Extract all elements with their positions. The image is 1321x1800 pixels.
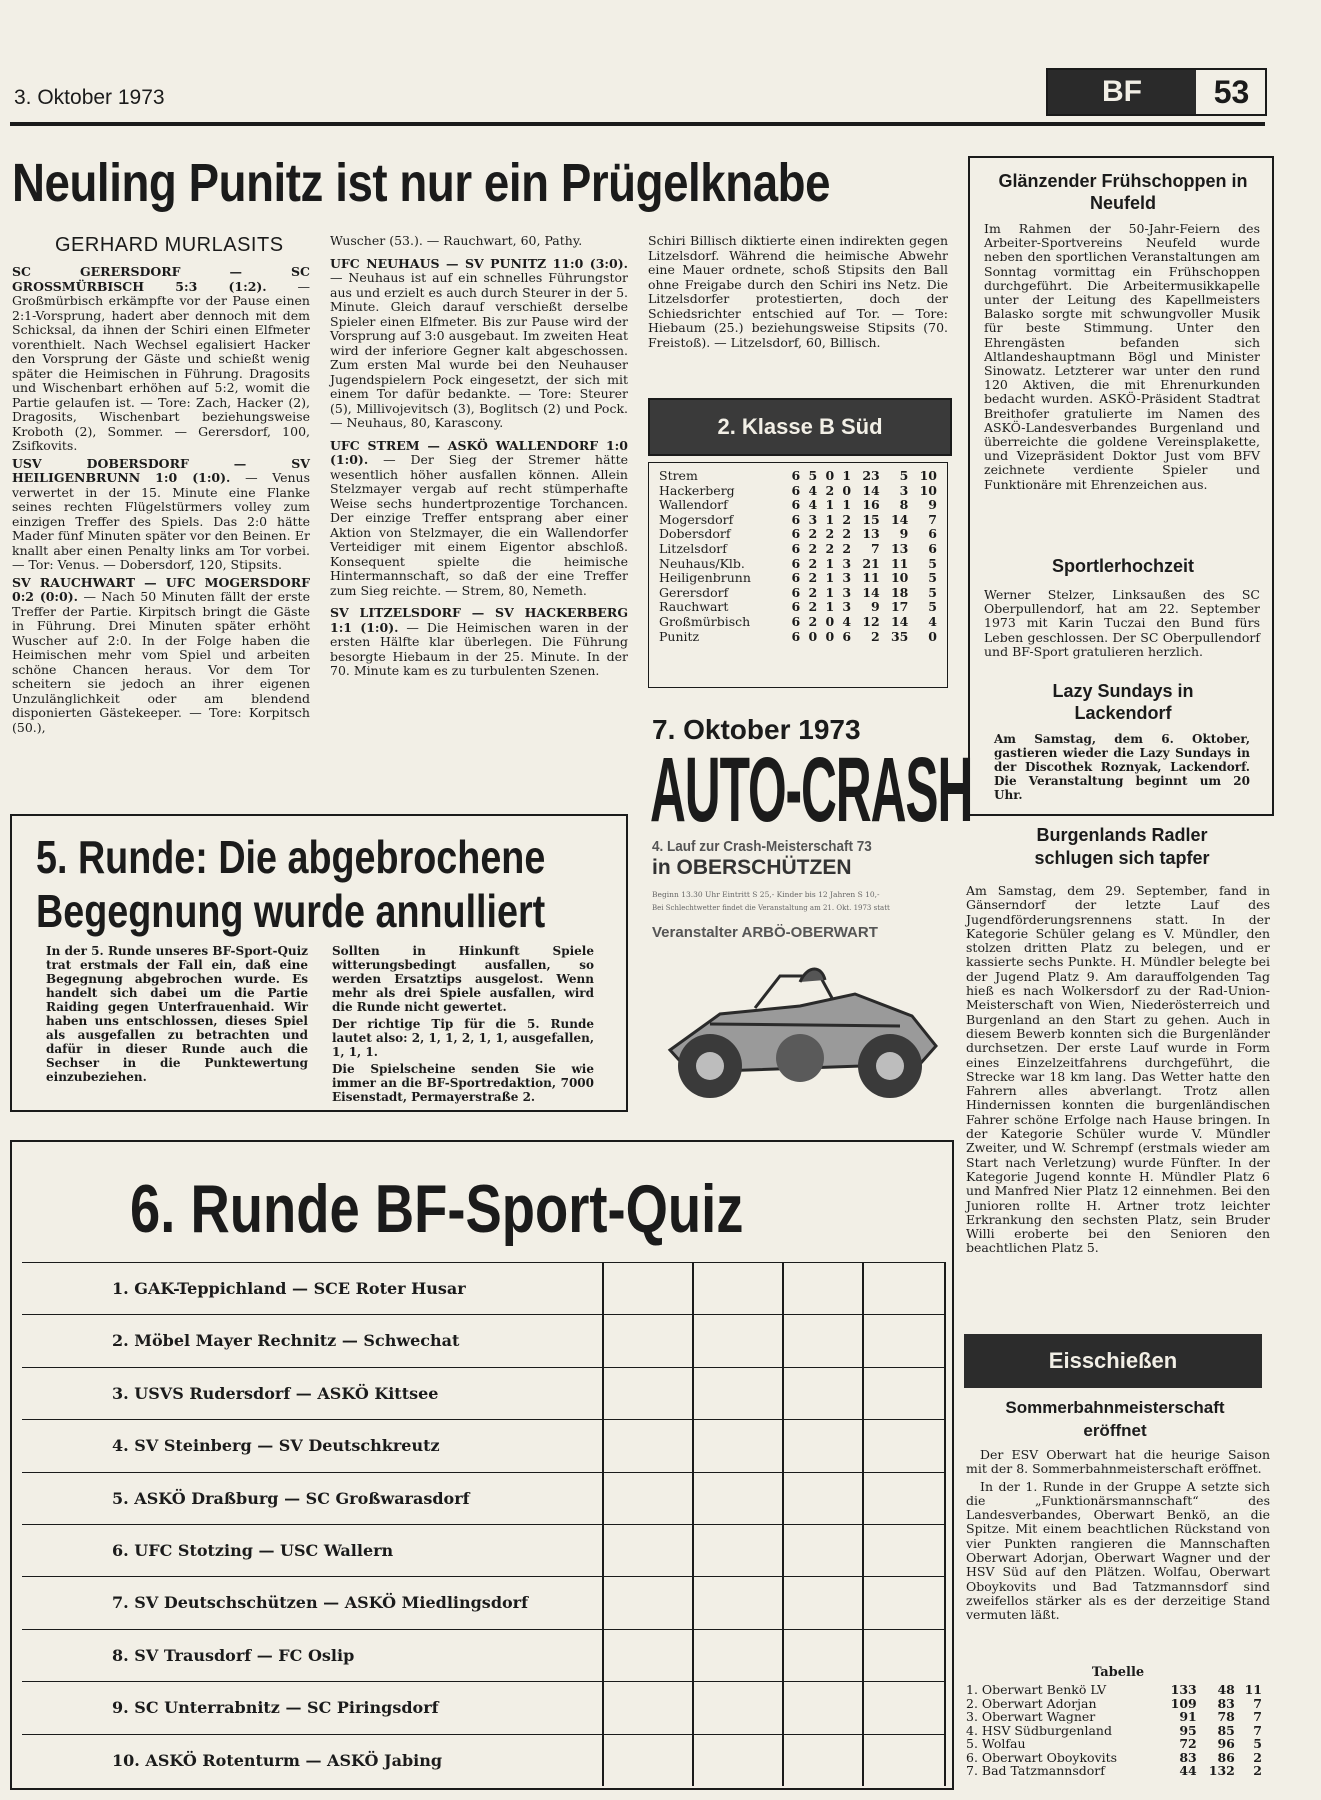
points: 6 [928, 540, 937, 556]
losses: 2 [842, 511, 852, 527]
league-table-grid [657, 469, 939, 644]
quiz-match-label: 5. ASKÖ Draßburg — SC Großwarasdorf [112, 1488, 470, 1508]
score-for: 72 [1179, 1736, 1197, 1751]
team-name: 1. Oberwart Benkö LV [966, 1682, 1107, 1697]
ad-title: AUTO-CRASH [650, 739, 973, 841]
points: 5 [928, 599, 937, 615]
article-column-2 [330, 234, 628, 682]
league-table [648, 462, 948, 688]
goals-against: 10 [890, 570, 909, 586]
points: 10 [919, 468, 937, 483]
team-name: Heiligenbrunn [659, 570, 751, 586]
team-name: 4. HSV Südburgenland [966, 1722, 1112, 1738]
wins: 4 [808, 482, 818, 498]
author-byline: GERHARD MURLASITS [55, 234, 284, 256]
draws: 1 [825, 497, 835, 513]
team-name: Dobersdorf [659, 526, 731, 542]
paper-masthead [1046, 68, 1267, 116]
quiz-notice-box [10, 814, 628, 1112]
points: 5 [1253, 1736, 1262, 1751]
match-report: — Nach 50 Minuten fällt der erste Treffer der Partie. Kirpitsch bringt die Gäste in Führung. Drei Minuten später erhöht Wuscher auf 2:0. In der Folge haben die Heimischen mehr vom Spiel und arbeiten schöne Chancen heraus. Vor dem Tor scheitern sie jedoch an ihrer eigenen Unzulänglichkeit oder am blendend disponierten Gästekeeper. — Tore: Korpitsch (50.), [12, 589, 310, 735]
quiz-notice-headline-2: Begegnung wurde annulliert [36, 885, 546, 937]
article-column-1 [12, 265, 310, 738]
league-table-title: 2. Klasse B Süd [717, 414, 883, 439]
score-for: 91 [1179, 1709, 1197, 1724]
match-report: — Die Heimischen waren in der ersten Hälfte klar überlegen. Die Führung besorgte Hiebaum in der 25. Minute. In der 70. Minute kam es zu turbulenten Szenen. [330, 619, 628, 678]
goals-against: 17 [890, 599, 909, 615]
goals-against: 14 [890, 511, 909, 527]
goals-against: 3 [899, 482, 909, 498]
draws: 0 [825, 613, 835, 629]
points: 2 [1253, 1749, 1262, 1765]
cycling-title: Burgenlands Radler schlugen sich tapfer [1034, 825, 1210, 868]
wins: 4 [808, 497, 818, 513]
score-against: 48 [1217, 1682, 1235, 1697]
ice-table-grid [964, 1683, 1264, 1778]
team-name: Neuhaus/Klb. [659, 555, 745, 571]
league-table-row [657, 484, 939, 499]
ad-location: in OBERSCHÜTZEN [652, 856, 852, 879]
wins: 0 [808, 628, 818, 644]
wins: 2 [808, 570, 818, 586]
score-against: 96 [1217, 1736, 1235, 1751]
points: 2 [1253, 1763, 1262, 1778]
league-table-row [657, 542, 939, 557]
score-for: 109 [1170, 1695, 1197, 1711]
quiz-match-row[interactable] [22, 1681, 946, 1734]
team-name: Litzelsdorf [659, 540, 727, 556]
match-report: — Venus verwertet in der 15. Minute eine Flanke seines rechten Flügelstürmers volley zum einzigen Treffer des Spiels. Das 2:0 hätte Mader fünf Minuten später vor den Beinen. Er knallt aber einen Penalty links am Tor vorbei. — Tor: Venus. — Dobersdorf, 120, Stipsits. [12, 470, 310, 572]
goals-against: 8 [899, 497, 909, 513]
team-name: Punitz [659, 628, 700, 644]
games: 6 [791, 526, 801, 542]
ice-paragraph: Der ESV Oberwart hat die heurige Saison mit der 8. Sommerbahnmeisterschaft eröffnet. [966, 1447, 1270, 1477]
ice-table-row [964, 1751, 1264, 1765]
games: 6 [791, 497, 801, 513]
losses: 3 [842, 584, 852, 600]
quiz-match-label: 7. SV Deutschschützen — ASKÖ Miedlingsdorf [112, 1593, 528, 1613]
wins: 2 [808, 540, 818, 556]
losses: 3 [842, 599, 852, 615]
team-name: 6. Oberwart Oboykovits [966, 1749, 1118, 1765]
league-table-row [657, 571, 939, 586]
score-for: 95 [1179, 1722, 1197, 1738]
goals-against: 35 [890, 628, 909, 644]
ice-table-row [964, 1764, 1264, 1778]
quiz-title: 6. Runde BF-Sport-Quiz [130, 1171, 744, 1247]
main-headline: Neuling Punitz ist nur ein Prügelknabe [12, 153, 831, 213]
quiz-match-label: 1. GAK-Teppichland — SCE Roter Husar [112, 1279, 466, 1298]
paper-logo: BF [1048, 70, 1196, 114]
losses: 0 [842, 482, 852, 498]
games: 6 [791, 511, 801, 527]
goals-against: 9 [899, 526, 909, 542]
goals-against: 5 [899, 468, 909, 483]
team-name: 5. Wolfau [966, 1736, 1026, 1751]
points: 4 [928, 613, 937, 629]
team-name: Strem [659, 468, 698, 483]
wins: 2 [808, 584, 818, 600]
team-name: Großmürbisch [659, 613, 751, 629]
auto-crash-ad [650, 708, 973, 1106]
team-name: Gerersdorf [659, 584, 729, 600]
goals-against: 14 [890, 613, 909, 629]
league-table-row [657, 498, 939, 513]
losses: 1 [842, 497, 852, 513]
points: 5 [928, 555, 937, 571]
score-for: 83 [1179, 1749, 1197, 1765]
games: 6 [791, 570, 801, 586]
losses: 4 [842, 613, 852, 629]
article-column-3: Schiri Billisch diktierte einen indirekten gegen Litzelsdorf. Während die heimische Abwehr eine Mauer ordnete, schoß Stipsits den Ball ohne Freigabe durch den Schiri ins Netz. Die Litzelsdorfer protestierten, doch der Schiedsrichter entschied auf Tor. — Tore: Hiebaum (25.) beziehungsweise Stipsits (70. Freistoß). — Litzelsdorf, 60, Billisch. [648, 233, 948, 350]
match-heading: SC GERERSDORF — SC GROSSMÜRBISCH 5:3 (1:2). [12, 264, 310, 294]
match-heading: USV DOBERSDORF — SV HEILIGENBRUNN 1:0 (1:0). [12, 455, 310, 485]
wedding-title: Sportlerhochzeit [1051, 556, 1194, 576]
games: 6 [791, 555, 801, 571]
ice-table-row [964, 1737, 1264, 1751]
points: 9 [928, 497, 937, 513]
goals-against: 18 [890, 584, 909, 600]
quiz-ballot [22, 1262, 946, 1786]
team-name: Rauchwart [659, 599, 729, 615]
draws: 2 [825, 540, 835, 556]
wins: 5 [808, 468, 818, 483]
points: 5 [928, 584, 937, 600]
quiz-match-label: 6. UFC Stotzing — USC Wallern [112, 1541, 394, 1560]
draws: 0 [825, 628, 835, 644]
games: 6 [791, 468, 801, 483]
points: 6 [928, 526, 937, 542]
ad-subtitle: 4. Lauf zur Crash-Meisterschaft 73 [652, 838, 872, 855]
goals-for: 15 [862, 511, 880, 527]
score-for: 44 [1179, 1763, 1197, 1778]
league-table-row [657, 630, 939, 645]
page-number: 53 [1213, 74, 1250, 110]
lazy-sundays-title: Lazy Sundays in Lackendorf [1052, 681, 1194, 723]
team-name: 7. Bad Tatzmannsdorf [966, 1763, 1105, 1778]
wins: 3 [808, 511, 818, 527]
goals-for: 23 [862, 468, 880, 483]
match-report: Wuscher (53.). — Rauchwart, 60, Pathy. [330, 233, 583, 248]
team-name: Hackerberg [659, 482, 735, 498]
quiz-match-label: 3. USVS Rudersdorf — ASKÖ Kittsee [112, 1383, 439, 1403]
quiz-match-row[interactable] [22, 1262, 946, 1315]
losses: 6 [842, 628, 852, 644]
league-table-banner [648, 398, 952, 456]
draws: 0 [825, 468, 835, 483]
lazy-sundays-text: Am Samstag, dem 6. Oktober, gastieren wieder die Lazy Sundays in der Discothek Roznyak, Lackendorf. Die Veranstaltung beginnt um 20 Uhr. [994, 732, 1250, 802]
goals-for: 2 [871, 628, 880, 644]
wins: 2 [808, 613, 818, 629]
losses: 2 [842, 526, 852, 542]
draws: 1 [825, 570, 835, 586]
games: 6 [791, 628, 801, 644]
league-table-row [657, 513, 939, 528]
goals-against: 13 [890, 540, 909, 556]
goals-for: 21 [862, 555, 880, 571]
league-table-row [657, 586, 939, 601]
goals-for: 9 [871, 599, 880, 615]
ad-organizer: Veranstalter ARBÖ-OBERWART [652, 924, 878, 941]
league-table-row [657, 600, 939, 615]
quiz-match-row[interactable] [22, 1314, 946, 1367]
ice-table-title: Tabelle [1091, 1665, 1145, 1680]
ice-paragraph: In der 1. Runde in der Gruppe A setzte sich die „Funktionärsmannschaft“ des Landesverbandes, Oberwart Benkö, an die Spitze. Mit einem beachtlichen Rückstand von vier Punkten rangieren die Mannschaften Oberwart Adorjan, Oberwart Wagner und der HSV Süd auf den Plätzen. Wolfau, Oberwart Oboykovits und Bad Tatzmannsdorf sind zweifellos stärker als es der derzeitige Stand vermuten läßt. [966, 1478, 1270, 1623]
wins: 2 [808, 599, 818, 615]
points: 11 [1244, 1682, 1262, 1697]
team-name: 3. Oberwart Wagner [966, 1709, 1096, 1724]
losses: 3 [842, 570, 852, 586]
ice-sport-text [966, 1448, 1270, 1626]
match-report: — Großmürbisch erkämpfte vor der Pause einen 2:1-Vorsprung, hadert aber dennoch mit dem Schicksal, da ihnen der Schiri einen Elfmeter vorenthielt. Nach Wechsel egalisiert Hacker den Vorsprung der Gäste und schießt wenig später die Heimischen in Führung. Dragosits und Wischenbart erhöhen auf 5:2, womit die Partie gelaufen ist. — Tore: Zach, Hacker (2), Dragosits, Wischenbart beziehungsweise Kroboth (2), Sommer. — Gerersdorf, 100, Zsifkovits. [12, 278, 310, 453]
ad-fineprint-2: Bei Schlechtwetter findet die Veranstaltung am 21. Okt. 1973 statt [652, 904, 890, 912]
fruehschoppen-title: Glänzender Frühschoppen in Neufeld [998, 171, 1248, 213]
issue-date: 3. Oktober 1973 [14, 86, 165, 109]
losses: 3 [842, 555, 852, 571]
match-heading: UFC STREM — ASKÖ WALLENDORF 1:0 (1:0). [330, 437, 628, 467]
goals-for: 14 [862, 584, 880, 600]
match-heading: SV RAUCHWART — UFC MOGERSDORF 0:2 (0:0). [12, 574, 310, 604]
score-against: 83 [1217, 1695, 1235, 1711]
quiz-notice-left-text: In der 5. Runde unseres BF-Sport-Quiz trat erstmals der Fall ein, daß eine Begegnung abgebrochen wurde. Es handelt sich dabei um die Partie Raiding gegen Unterfrauenhaid. Wir haben uns entschlossen, dieses Spiel als ausgefallen zu betrachten und dafür in dieser Runde auch die Sechser in die Punktewertung einzubeziehen. [46, 944, 308, 1084]
match-heading: SV LITZELSDORF — SV HACKERBERG 1:1 (1:0). [330, 605, 628, 635]
quiz-notice-right-text [332, 944, 594, 1107]
ad-date: 7. Oktober 1973 [652, 714, 861, 745]
ice-sport-title: Sommerbahnmeisterschaft eröffnet [1005, 1398, 1225, 1440]
quiz-notice-headline-1: 5. Runde: Die abgebrochene [36, 831, 546, 883]
goals-for: 16 [862, 497, 880, 513]
points: 0 [928, 628, 937, 644]
ice-table-row [964, 1697, 1264, 1711]
team-name: 2. Oberwart Adorjan [966, 1695, 1097, 1711]
draws: 1 [825, 599, 835, 615]
games: 6 [791, 599, 801, 615]
points: 10 [919, 482, 937, 498]
header-rule [10, 122, 1265, 126]
goals-for: 14 [862, 482, 880, 498]
league-table-row [657, 557, 939, 572]
ice-sport-banner [964, 1334, 1262, 1388]
ice-table-row [964, 1724, 1264, 1738]
quiz-match-row[interactable] [22, 1367, 946, 1420]
goals-for: 12 [862, 613, 880, 629]
league-table-row [657, 527, 939, 542]
quiz-match-row[interactable] [22, 1576, 946, 1629]
score-for: 133 [1170, 1682, 1197, 1697]
wins: 2 [808, 555, 818, 571]
games: 6 [791, 584, 801, 600]
quiz-match-row[interactable] [22, 1472, 946, 1525]
draws: 1 [825, 584, 835, 600]
draws: 1 [825, 511, 835, 527]
quiz-box [10, 1140, 954, 1790]
draws: 1 [825, 555, 835, 571]
cycling-text: Am Samstag, dem 29. September, fand in Gänserndorf der letzte Lauf des Jugendförderungsrennens statt. In der Kategorie Schüler gelang es V. Mündler, den stolzen dritten Platz zu belegen, und er kassierte sechs Punkte. H. Mündler belegte bei der Jugend Platz 9. Am darauffolgenden Tag hieß es nach Wolkersdorf zu der Rad-Union-Meisterschaft von Wien, Niederösterreich und Burgenland an den Start zu gehen. Auch in diesem Bewerb konnten sich die Burgenländer durchsetzen. Der erste Lauf wurde in Form eines Einzelzeitfahrens durchgeführt, die Strecke war 18 km lang. Das Wetter hatte den Fahrern alles abverlangt. Trotz allen Hindernissen konnten die burgenländischen Fahrer schöne Erfolge nach Hause bringen. In der Kategorie Schüler wurde V. Mündler Zweiter, und W. Schrempf (erstmals wieder am Start nach Verletzung) wurde Fünfter. In der Kategorie Jugend konnte H. Mündler Platz 6 und Manfred Nier Platz 12 einnehmen. Bei den Junioren rollte H. Artner trotz leichter Erkrankung den sechsten Platz, sein Bruder Willi eroberte bei den Senioren den beachtlichen Platz 5. [966, 883, 1270, 1256]
sidebar-box [968, 156, 1274, 816]
goals-for: 13 [862, 526, 880, 542]
wins: 2 [808, 526, 818, 542]
fruehschoppen-text: Im Rahmen der 50-Jahr-Feiern des Arbeiter-Sportvereins Neufeld wurde neben den sportlichen Veranstaltungen am Sonntag vormittag ein Frühschoppen durchgeführt. Die Arbeitermusikkapelle unter der Leitung des Kapellmeisters Balasko sorgte mit schwungvoller Musik für beste Stimmung. Unter den Ehrengästen befanden sich Altlandeshauptmann Bögl und Minister Sinowatz. Letzterer war unter den rund 120 Aktiven, die mit Ehrenurkunden bedacht wurden. ASKÖ-Präsident Stadtrat Breithofer gratulierte im Namen des ASKÖ-Landesverbandes Burgenland und überreichte die goldene Vereinsplakette, und Vizepräsident Doktor Just vom BFV zeichnete verdiente Spieler und Funktionäre mit Ehrenzeichen aus. [984, 221, 1260, 492]
goals-for: 11 [862, 570, 880, 586]
notice-paragraph: Der richtige Tip für die 5. Runde lautet also: 2, 1, 1, 2, 1, 1, ausgefallen, 1, 1, 1. [332, 1017, 594, 1059]
quiz-match-row[interactable] [22, 1524, 946, 1577]
ice-table [964, 1683, 1264, 1778]
ice-table-row [964, 1683, 1264, 1697]
ice-table-row [964, 1710, 1264, 1724]
quiz-match-label: 2. Möbel Mayer Rechnitz — Schwechat [112, 1331, 460, 1351]
race-car-illustration [650, 954, 946, 1104]
quiz-match-label: 4. SV Steinberg — SV Deutschkreutz [112, 1436, 440, 1456]
score-against: 86 [1217, 1749, 1235, 1765]
games: 6 [791, 613, 801, 629]
match-report: — Der Sieg der Stremer hätte wesentlich höher ausfallen können. Allein Stelzmayer vergab auf recht stümperhafte Weise sechs hundertprozentige Torchancen. Der einzige Treffer entsprang aber einer Aktion von Stelzmayer, die ein Wallendorfer Verteidiger mit einem Eigentor abschloß. Konsequent spielte die heimische Hintermannschaft, so daß der eine Treffer zum Sieg reichte. — Strem, 80, Nemeth. [330, 452, 628, 598]
score-against: 85 [1217, 1722, 1235, 1738]
draws: 2 [825, 526, 835, 542]
quiz-match-label: 10. ASKÖ Rotenturm — ASKÖ Jabing [112, 1750, 443, 1770]
ad-fineprint-1: Beginn 13.30 Uhr Eintritt S 25,- Kinder bis 12 Jahren S 10,- [652, 890, 880, 899]
score-against: 132 [1208, 1763, 1235, 1778]
losses: 1 [842, 468, 852, 483]
wedding-text: Werner Stelzer, Linksaußen des SC Oberpullendorf, hat am 22. September 1973 mit Karin Tuczai den Bund fürs Leben geschlossen. Der SC Oberpullendorf und BF-Sport gratulieren herzlich. [984, 587, 1260, 659]
league-table-row [657, 615, 939, 630]
notice-paragraph: Die Spielscheine senden Sie wie immer an die BF-Sportredaktion, 7000 Eisenstadt, Permayerstraße 2. [332, 1062, 594, 1104]
goals-for: 7 [871, 540, 880, 556]
league-table-row [657, 469, 939, 484]
points: 7 [1253, 1709, 1262, 1724]
losses: 2 [842, 540, 852, 556]
team-name: Wallendorf [659, 497, 728, 513]
quiz-match-label: 9. SC Unterrabnitz — SC Piringsdorf [112, 1698, 439, 1718]
games: 6 [791, 482, 801, 498]
points: 7 [1253, 1722, 1262, 1738]
match-report: — Neuhaus ist auf ein schnelles Führungstor aus und erzielt es auch durch Steurer in der 5. Minute. Gleich darauf verschießt derselbe Spieler einen Elfmeter. Bis zur Pause wird der Vorsprung auf 3:0 ausgebaut. Im zweiten Heat wird der inferiore Gegner kalt abgeschossen. Zum ersten Mal wurde bei den Neuhauser Jugendspielern Pock eingesetzt, der sich mit einem Tor dafür bedankte. — Tore: Steurer (5), Millivojevitsch (3), Boglitsch (2) und Pock. — Neuhaus, 80, Karascony. [330, 270, 628, 430]
points: 7 [1253, 1695, 1262, 1711]
notice-paragraph: Sollten in Hinkunft Spiele witterungsbedingt ausfallen, so werden Ersatztips ausgelost. Wenn mehr als drei Spiele ausfallen, wird die Runde nicht gewertet. [332, 944, 594, 1014]
goals-against: 11 [890, 555, 909, 571]
points: 5 [928, 570, 937, 586]
draws: 2 [825, 482, 835, 498]
match-heading: UFC NEUHAUS — SV PUNITZ 11:0 (3:0). [330, 255, 628, 271]
ice-sport-banner-label: Eisschießen [1048, 1348, 1178, 1373]
team-name: Mogersdorf [659, 511, 734, 527]
quiz-match-row[interactable] [22, 1734, 946, 1787]
points: 7 [928, 511, 937, 527]
quiz-match-row[interactable] [22, 1419, 946, 1472]
games: 6 [791, 540, 801, 556]
quiz-match-row[interactable] [22, 1629, 946, 1682]
quiz-match-label: 8. SV Trausdorf — FC Oslip [112, 1645, 355, 1665]
score-against: 78 [1217, 1709, 1235, 1724]
